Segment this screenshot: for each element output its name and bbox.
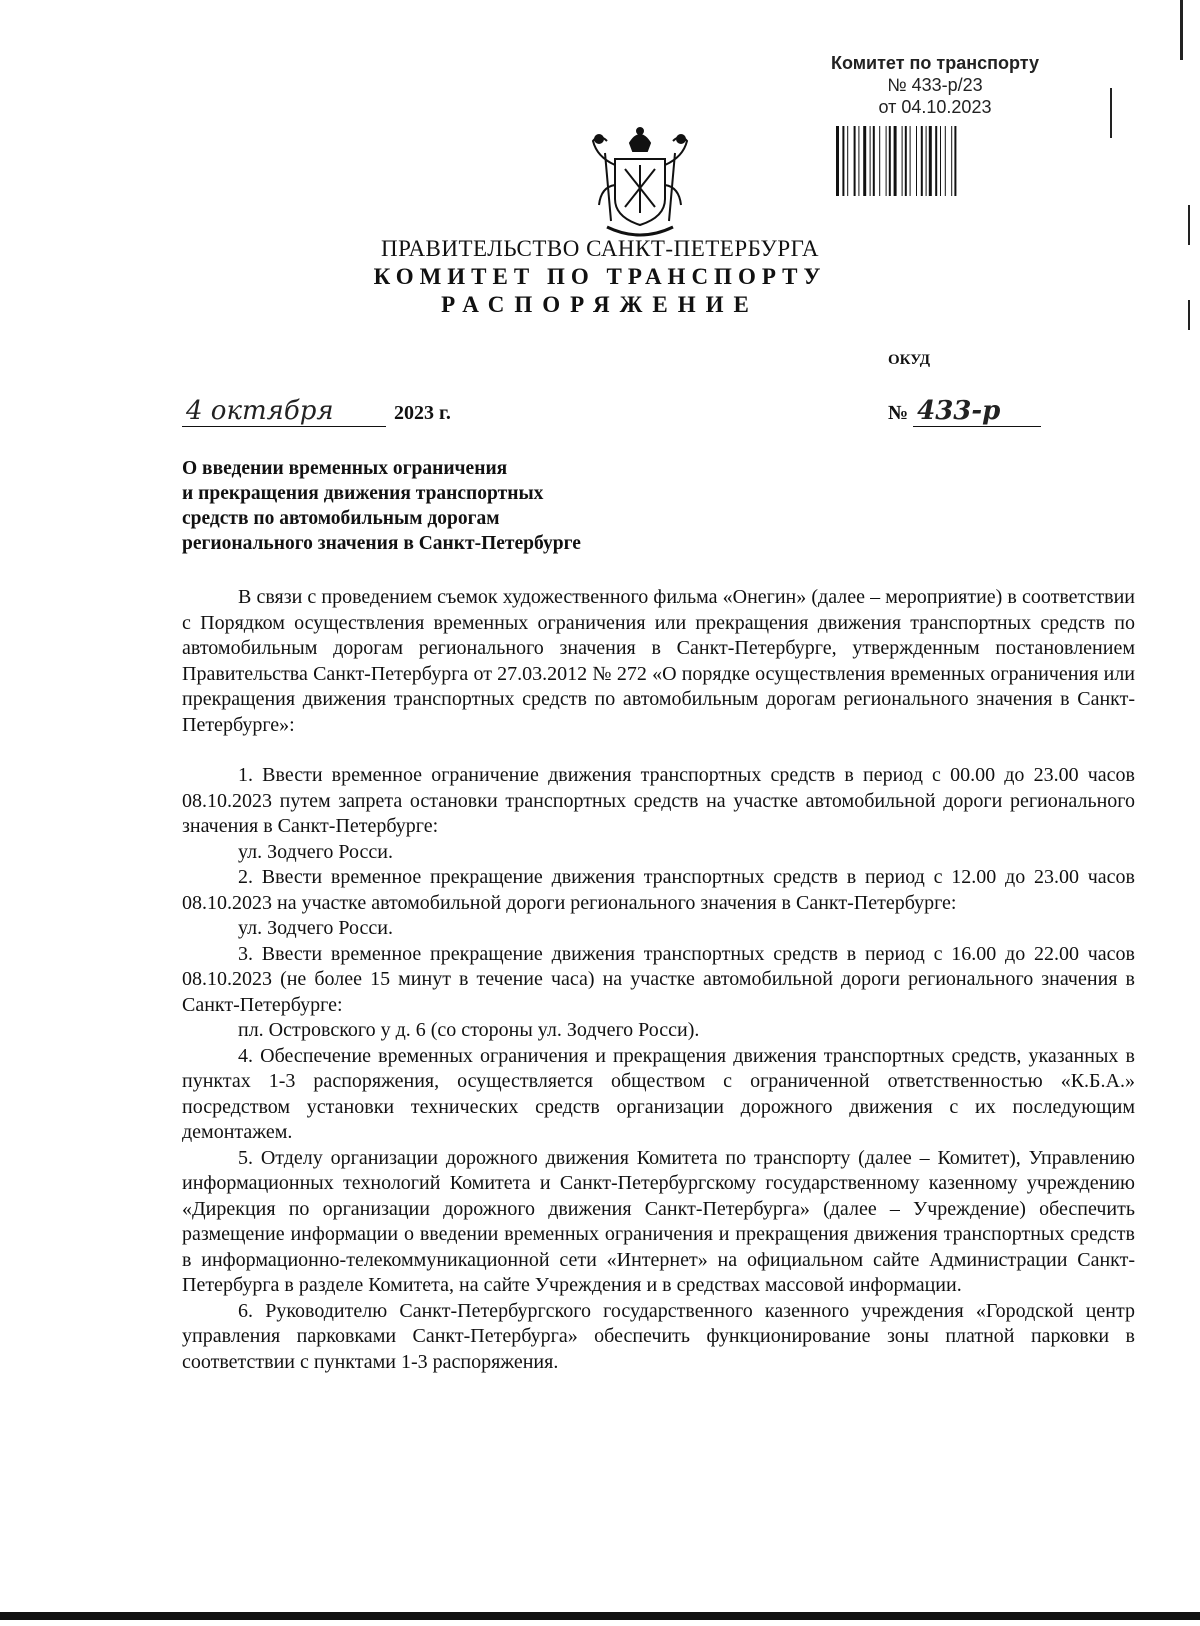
- handwritten-number: 433-р: [913, 396, 1041, 427]
- barcode-bar: [847, 126, 848, 196]
- subject-line: и прекращения движения транспортных: [182, 483, 544, 504]
- committee-title: КОМИТЕТ ПО ТРАНСПОРТУ: [373, 264, 827, 289]
- spb-coat-of-arms-icon: [585, 125, 695, 237]
- clause-1-street: ул. Зодчего Росси.: [238, 840, 393, 863]
- document-subject: [182, 456, 702, 556]
- okud-label: ОКУД: [888, 352, 931, 368]
- document-type: РАСПОРЯЖЕНИЕ: [441, 292, 759, 317]
- barcode-bar: [886, 126, 887, 196]
- barcode-bar: [929, 126, 932, 196]
- stamp-title: Комитет по транспорту: [830, 53, 1039, 73]
- stamp-number: № 433-р/23: [887, 75, 983, 95]
- barcode-bar: [902, 126, 903, 196]
- barcode-bar: [873, 126, 875, 196]
- subject-line: средств по автомобильным дорогам: [182, 508, 500, 529]
- subject-line: О введении временных ограничения: [182, 458, 508, 479]
- barcode-bar: [910, 126, 911, 196]
- barcode-bar: [854, 126, 856, 196]
- government-title: ПРАВИТЕЛЬСТВО САНКТ-ПЕТЕРБУРГА: [380, 236, 820, 261]
- barcode-bar: [935, 126, 937, 196]
- scan-edge-mark: [1180, 0, 1183, 60]
- clause-3: 3. Ввести временное прекращение движения транспортных средств в период с 16.00 до 22.00 часов 08.10.2023 (не более 15 минут в течение часа) на участке автомобильной дороги регионального значения в Санкт-Петербурге:: [182, 942, 1135, 1016]
- barcode-bar: [905, 126, 907, 196]
- barcode-bar: [926, 126, 927, 196]
- barcode-bar: [945, 126, 946, 196]
- barcode-bar: [889, 126, 891, 196]
- number-label: №: [888, 402, 909, 424]
- barcode-bar: [894, 126, 897, 196]
- stamp-date: от 04.10.2023: [878, 97, 992, 117]
- barcode-bar: [954, 126, 956, 196]
- barcode-bar: [921, 126, 923, 196]
- barcode-bar: [842, 126, 844, 196]
- barcode-bar: [870, 126, 871, 196]
- subject-line: регионального значения в Санкт-Петербурге: [182, 533, 581, 554]
- clause-5: 5. Отделу организации дорожного движения Комитета по транспорту (далее – Комитет), Управлению информационных технологий Комитета и Санкт-Петербургскому государственному казенному учреждению «Дирекция по организации дорожного движения Санкт-Петербурга» (далее – Учреждение) обеспечить размещение информации о введении временных ограничения и прекращения движения транспортных средств в информационно-телекоммуникационной сети «Интернет» на официальном сайте Администрации Санкт-Петербурга в разделе Комитета, на сайте Учреждения и в средствах массовой информации.: [182, 1146, 1135, 1296]
- clause-6: 6. Руководителю Санкт-Петербургского государственного казенного учреждения «Городской центр управления парковками Санкт-Петербурга» обеспечить функционирование зоны платной парковки в соответствии с пунктами 1-3 распоряжения.: [182, 1299, 1135, 1373]
- barcode-bar: [863, 126, 866, 196]
- preamble-paragraph: В связи с проведением съемок художественного фильма «Онегин» (далее – мероприятие) в соответствии с Порядком осуществления временных ограничения или прекращения движения транспортных средств по автомобильным дорогам регионального значения в Санкт-Петербурге, утвержденным постановлением Правительства Санкт-Петербурга от 27.03.2012 № 272 «О порядке осуществления временных ограничения или прекращения движения транспортных средств по автомобильным дорогам регионального значения в Санкт-Петербурге»:: [182, 586, 1135, 736]
- document-number: [888, 396, 1041, 427]
- scan-edge-mark: [1110, 88, 1112, 138]
- barcode-icon: [836, 126, 1032, 196]
- document-date: [182, 396, 451, 427]
- barcode-bar: [858, 126, 859, 196]
- clause-2-street: ул. Зодчего Росси.: [238, 917, 393, 939]
- handwritten-date: 4 октября: [182, 396, 386, 427]
- barcode-bar: [916, 126, 917, 196]
- document-body: [182, 585, 1135, 1375]
- clause-1: 1. Ввести временное ограничение движения транспортных средств в период с 00.00 до 23.00 часов 08.10.2023 путем запрета остановки транспортных средств на участке автомобильной дороги регионального значения в Санкт-Петербурге:: [182, 764, 1135, 837]
- date-year: 2023 г.: [394, 402, 451, 424]
- barcode-bar: [836, 126, 839, 196]
- barcode-bar: [951, 126, 952, 196]
- registration-stamp: [800, 52, 1070, 118]
- barcode-bar: [879, 126, 880, 196]
- barcode-bar: [940, 126, 941, 196]
- clause-2: 2. Ввести временное прекращение движения транспортных средств в период с 12.00 до 23.00 часов 08.10.2023 на участке автомобильной дороги регионального значения в Санкт-Петербурге:: [182, 866, 1135, 914]
- clause-3-location: пл. Островского у д. 6 (со стороны ул. Зодчего Росси).: [238, 1019, 700, 1041]
- clause-4: 4. Обеспечение временных ограничения и прекращения движения транспортных средств, указанных в пунктах 1-3 распоряжения, осуществляется обществом с ограниченной ответственностью «К.Б.А.» посредством установки технических средств организации дорожного движения с их последующим демонтажем.: [182, 1044, 1135, 1143]
- page-bottom-edge: [0, 1612, 1200, 1620]
